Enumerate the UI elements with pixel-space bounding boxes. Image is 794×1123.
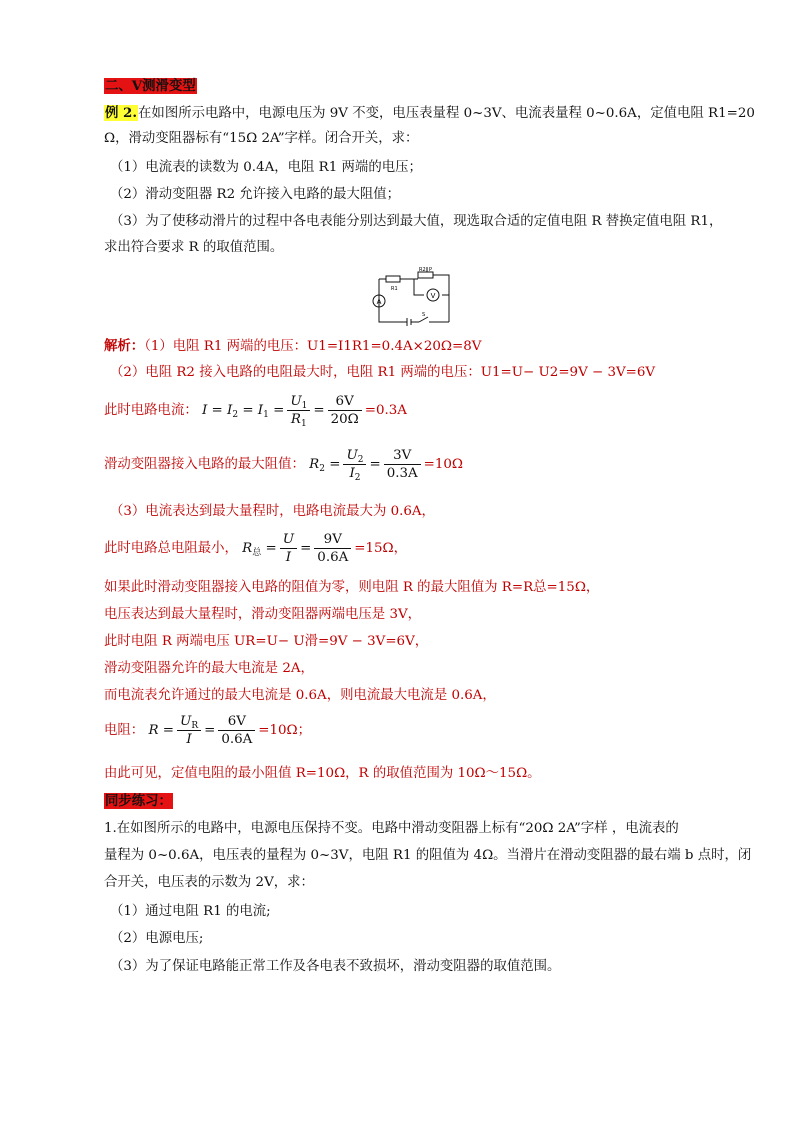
solution-line4 — [104, 447, 463, 483]
solution-s6-result: =15Ω， — [354, 541, 408, 556]
s3-numerator: 6V — [328, 393, 362, 411]
s3-denominator: 20Ω — [330, 412, 359, 427]
s12-denominator: 0.6A — [221, 732, 253, 747]
resistance-r-formula: R = $\frac{U_R}{I}$ = $\frac{6V}{0.6A}$ — [148, 723, 258, 738]
solution-s13: 由此可见，定值电阻的最小阻值 R=10Ω，R 的取值范围为 10Ω～15Ω。 — [104, 766, 541, 781]
solution-s7: 如果此时滑动变阻器接入电路的阻值为零，则电阻 R 的最大阻值为 R=R总=15Ω， — [104, 580, 600, 595]
question-2: （2）滑动变阻器 R2 允许接入电路的最大阻值； — [110, 187, 401, 202]
s4-numerator: 3V — [384, 447, 421, 465]
solution-s2-eq: U1=U− U2=9V − 3V=6V — [480, 365, 656, 380]
solution-s3-text: 此时电路电流： — [104, 403, 198, 418]
circuit-diagram — [362, 265, 454, 327]
total-resistance-formula: $R_总$ = $\frac{U}{I}$ = $\frac{9V}{0.6A}$ — [242, 541, 354, 556]
solution-s12-text: 电阻： — [104, 723, 145, 738]
solution-s3-result: =0.3A — [364, 403, 407, 418]
question-1: （1）电流表的读数为 0.4A，电阻 R1 两端的电压； — [110, 160, 422, 175]
s6-numerator: 9V — [314, 531, 351, 549]
resistance-formula: $R_2$ = $\frac{U_2}{I_2}$ = $\frac{3V}{0.3A}$ — [309, 457, 424, 472]
solution-s11: 而电流表允许通过的最大电流是 0.6A，则电流最大电流是 0.6A， — [104, 688, 496, 703]
r1-label: R1 — [391, 286, 398, 292]
practice-p2: 量程为 0~0.6A，电压表的量程为 0~3V，电阻 R1 的阻值为 4Ω。当滑片在滑动变阻器的最右端 b 点时，闭 — [104, 848, 752, 863]
solution-label: 解析： — [104, 338, 145, 354]
solution-s12-result: =10Ω； — [258, 723, 312, 738]
solution-line12 — [104, 713, 311, 749]
practice-heading — [104, 791, 173, 812]
solution-s4-result: =10Ω — [423, 457, 464, 472]
solution-s1-text: （1）电阻 R1 两端的电压： — [144, 339, 308, 354]
practice-p3: 合开关，电压表的示数为 2V，求： — [104, 875, 314, 890]
s6-denominator: 0.6A — [317, 550, 349, 565]
practice-p5: （2）电源电压; — [110, 931, 204, 946]
practice-label: 同步练习： — [105, 793, 172, 809]
practice-p6: （3）为了保证电路能正常工作及各电表不致损坏，滑动变阻器的取值范围。 — [110, 959, 561, 974]
example-label: 例 2. — [105, 105, 138, 121]
solution-s6-text: 此时电路总电阻最小， — [104, 541, 238, 556]
solution-line1 — [104, 336, 481, 357]
practice-p4: （1）通过电阻 R1 的电流; — [110, 904, 271, 919]
r2-label: R2 — [419, 267, 426, 273]
solution-s2-text: （2）电阻 R2 接入电路的电阻最大时，电阻 R1 两端的电压： — [110, 365, 481, 380]
s4-denominator: 0.3A — [386, 466, 418, 481]
solution-s1-eq: U1=I1R1=0.4A×20Ω=8V — [307, 339, 482, 354]
solution-line2 — [110, 363, 655, 383]
section-heading — [104, 76, 197, 97]
solution-s8: 电压表达到最大量程时，滑动变阻器两端电压是 3V， — [104, 607, 422, 622]
solution-s9: 此时电阻 R 两端电压 UR=U− U滑=9V − 3V=6V， — [104, 634, 429, 649]
example-intro-line1 — [104, 103, 755, 124]
example-intro2: Ω，滑动变阻器标有“15Ω 2A”字样。闭合开关，求： — [104, 131, 419, 146]
practice-p1: 1.在如图所示的电路中，电源电压保持不变。电路中滑动变阻器上标有“20Ω 2A”字样 ，电流表的 — [104, 821, 679, 836]
solution-s4-text: 滑动变阻器接入电路的最大阻值： — [104, 457, 305, 472]
switch-label: S — [422, 312, 426, 318]
solution-line6 — [104, 531, 407, 567]
s12-numerator: 6V — [218, 713, 255, 731]
example-intro1: 在如图所示电路中，电源电压为 9V 不变，电压表量程 0~3V、电流表量程 0~0.6A，定值电阻 R1=20 — [138, 106, 755, 121]
current-formula: $I = I_2 = I_1$ = $\frac{U_1}{R_1}$ = $\frac{6V}{20\Omega}$ — [202, 403, 365, 418]
solution-s10: 滑动变阻器允许的最大电流是 2A， — [104, 661, 314, 676]
question-3b: 求出符合要求 R 的取值范围。 — [104, 240, 284, 255]
question-3a: （3）为了使移动滑片的过程中各电表能分别达到最大值，现选取合适的定值电阻 R 替换定值电阻 R1， — [110, 214, 723, 229]
solution-s5: （3）电流表达到最大量程时，电路电流最大为 0.6A， — [110, 504, 435, 519]
solution-line3 — [104, 393, 407, 429]
voltmeter-label: V — [430, 292, 436, 300]
slider-label: P — [429, 267, 433, 273]
ammeter-label: A — [376, 298, 382, 306]
section-title: 二、V测滑变型 — [105, 78, 196, 94]
